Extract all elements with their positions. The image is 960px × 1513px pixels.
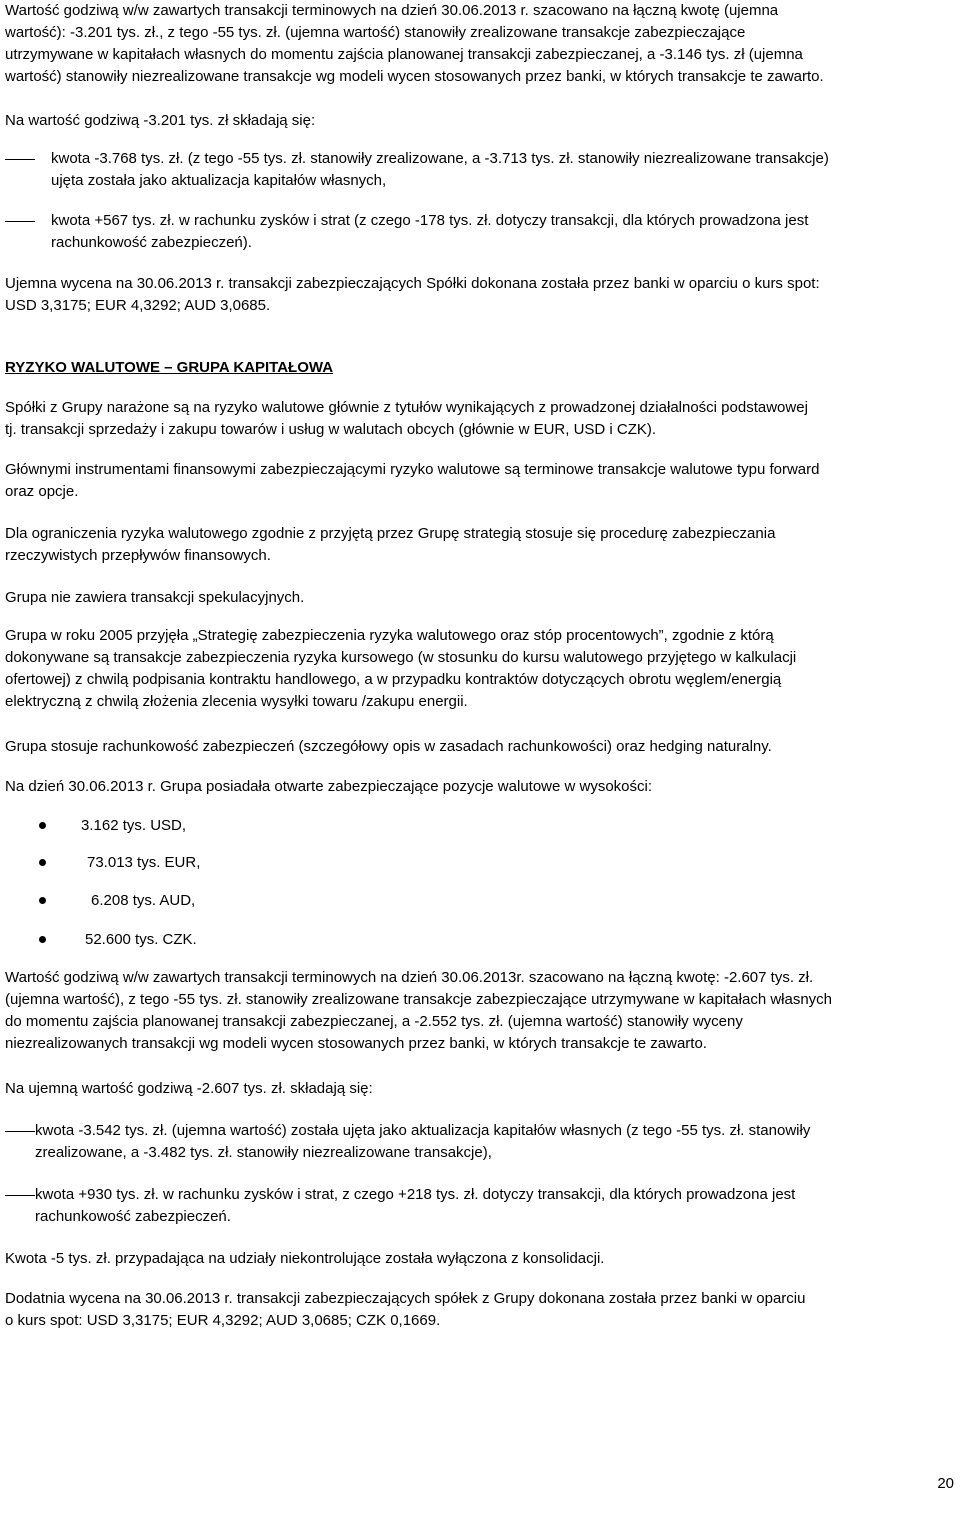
dash-marker <box>5 221 35 222</box>
dash-item-text: kwota -3.768 tys. zł. (z tego -55 tys. zł. stanowiły zrealizowane, a -3.713 tys. zł. stanowiły niezrealizowane transakcje) ujęta została jako aktualizacja kapitałów własnych, <box>51 150 829 189</box>
document-page: Wartość godziwą w/w zawartych transakcji terminowych na dzień 30.06.2013 r. szacowano na łączną kwotę (ujemna wartość): -3.201 tys. zł., z tego -55 tys. zł. (ujemna wartość) stanowiły zrealizowane transakcje zabezpieczające utrzymywane w kapitałach własnych do momentu zajścia planowanej transakcji zabezpieczanej, a -3.146 tys. zł (ujemna wartość) stanowiły niezrealizowane transakcje wg modeli wycen stosowanych przez banki, w których transakcje te zawarto. Na wartość godziwą -3.201 tys. zł składają się: kwota -3.768 tys. zł. (z tego -55 tys. zł. stanowiły zrealizowane, a -3.713 tys. zł. stanowiły niezrealizowane transakcje) ujęta została jako aktualizacja kapitałów własnych, kwota +567 tys. zł. w rachunku zysków i strat (z czego -178 tys. zł. dotyczy transakcji, dla których prowadzona jest rachunkowość zabezpieczeń). Ujemna wycena na 30.06.2013 r. transakcji zabezpieczających Spółki dokonana została przez banki w oparciu o kurs spot: USD 3,3175; EUR 4,3292; AUD 3,0685. RYZYKO WALUTOWE – GRUPA KAPITAŁOWA Spółki z Grupy narażone są na ryzyko walutowe głównie z tytułów wynikających z prowadzonej działalności podstawowej tj. transakcji sprzedaży i zakupu towarów i usług w walutach obcych (głównie w EUR, USD i CZK). Głównymi instrumentami finansowymi zabezpieczającymi ryzyko walutowe są terminowe transakcje walutowe typu forward oraz opcje. Dla ograniczenia ryzyka walutowego zgodnie z przyjętą przez Grupę strategią stosuje się procedurę zabezpieczania rzeczywistych przepływów finansowych. Grupa nie zawiera transakcji spekulacyjnych. Grupa w roku 2005 przyjęła „Strategię zabezpieczenia ryzyka walutowego oraz stóp procentowych”, zgodnie z którą dokonywane są transakcje zabezpieczenia ryzyka kursowego (w stosunku do kursu walutowego przyjętego w kalkulacji ofertowej) z chwilą podpisania kontraktu handlowego, a w przypadku kontraktów dotyczących obrotu węglem/energią elektryczną z chwilą złożenia zlecenia wysyłki towaru /zakupu energii. Grupa stosuje rachunkowość zabezpieczeń (szczegółowy opis w zasadach rachunkowości) oraz hedging naturalny. Na dzień 30.06.2013 r. Grupa posiadała otwarte zabezpieczające pozycje walutowe w wysokości: 3.162 tys. USD, 73.013 tys. EUR, 6.208 tys. AUD, 52.600 tys. CZK. Wartość godziwą w/w zawartych transakcji terminowych na dzień 30.06.2013r. szacowano na łączną kwotę: -2.607 tys. zł. (ujemna wartość), z tego -55 tys. zł. stanowiły zrealizowane transakcje zabezpieczające utrzymywane w kapitałach własnych do momentu zajścia planowanej transakcji zabezpieczanej, a -2.552 tys. zł. (ujemna wartość) stanowiły wyceny niezrealizowanych transakcji wg modeli wycen stosowanych przez banki, w których transakcje te zawarto. Na ujemną wartość godziwą -2.607 tys. zł. składają się: kwota -3.542 tys. zł. (ujemna wartość) została ujęta jako aktualizacja kapitałów własnych (z tego -55 tys. zł. stanowiły zrealizowane, a -3.482 tys. zł. stanowiły niezrealizowane transakcje), kwota +930 tys. zł. w rachunku zysków i strat, z czego +218 tys. zł. dotyczy transakcji, dla których prowadzona jest rachunkowość zabezpieczeń. Kwota -5 tys. zł. przypadająca na udziały niekontrolujące została wyłączona z konsolidacji. Dodatnia wycena na 30.06.2013 r. transakcji zabezpieczających spółek z Grupy dokonana została przez banki w oparciu o kurs spot: USD 3,3175; EUR 4,3292; AUD 3,0685; CZK 0,1669. <box>5 0 955 1513</box>
composition-label: Na wartość godziwą -3.201 tys. zł składają się: <box>5 112 316 129</box>
paragraph: Głównymi instrumentami finansowymi zabezpieczającymi ryzyko walutowe są terminowe transakcje walutowe typu forward oraz opcje. <box>5 461 820 500</box>
paragraph: Grupa w roku 2005 przyjęła „Strategię zabezpieczenia ryzyka walutowego oraz stóp procentowych”, zgodnie z którą dokonywane są transakcje zabezpieczenia ryzyka kursowego (w stosunku do kursu walutowego przyjętego w kalkulacji ofertowej) z chwilą podpisania kontraktu handlowego, a w przypadku kontraktów dotyczących obrotu węglem/energią elektryczną z chwilą złożenia zlecenia wysyłki towaru /zakupu energii. <box>5 627 797 710</box>
paragraph: Spółki z Grupy narażone są na ryzyko walutowe głównie z tytułów wynikających z prowadzonej działalności podstawowej tj. transakcji sprzedaży i zakupu towarów i usług w walutach obcych (głównie w EUR, USD i CZK). <box>5 399 808 438</box>
paragraph: Dla ograniczenia ryzyka walutowego zgodnie z przyjętą przez Grupę strategią stosuje się procedurę zabezpieczania rzeczywistych przepływów finansowych. <box>5 525 776 564</box>
paragraph: Grupa stosuje rachunkowość zabezpieczeń (szczegółowy opis w zasadach rachunkowości) oraz hedging naturalny. <box>5 738 772 755</box>
paragraph: Na dzień 30.06.2013 r. Grupa posiadała otwarte zabezpieczające pozycje walutowe w wysokości: <box>5 778 653 795</box>
bullet-icon <box>39 936 46 943</box>
dash-marker <box>5 159 35 160</box>
bullet-icon <box>39 897 46 904</box>
composition-label: Na ujemną wartość godziwą -2.607 tys. zł. składają się: <box>5 1080 373 1097</box>
paragraph: Kwota -5 tys. zł. przypadająca na udziały niekontrolujące została wyłączona z konsolidacji. <box>5 1250 605 1267</box>
dash-marker <box>5 1195 35 1196</box>
page-number: 20 <box>937 1475 954 1492</box>
dash-item-text: kwota +930 tys. zł. w rachunku zysków i strat, z czego +218 tys. zł. dotyczy transakcji, dla których prowadzona jest rachunkowość zabezpieczeń. <box>35 1186 796 1225</box>
intro-paragraph: Wartość godziwą w/w zawartych transakcji terminowych na dzień 30.06.2013 r. szacowano na łączną kwotę (ujemna wartość): -3.201 tys. zł., z tego -55 tys. zł. (ujemna wartość) stanowiły zrealizowane transakcje zabezpieczające utrzymywane w kapitałach własnych do momentu zajścia planowanej transakcji zabezpieczanej, a -3.146 tys. zł (ujemna wartość) stanowiły niezrealizowane transakcje wg modeli wycen stosowanych przez banki, w których transakcje te zawarto. <box>5 2 824 85</box>
dash-item <box>5 210 955 254</box>
dash-item <box>5 148 955 192</box>
valuation-paragraph: Ujemna wycena na 30.06.2013 r. transakcji zabezpieczających Spółki dokonana została przez banki w oparciu o kurs spot: USD 3,3175; EUR 4,3292; AUD 3,0685. <box>5 275 820 314</box>
bullet-icon <box>39 822 46 829</box>
bullet-icon <box>39 859 46 866</box>
dash-item-text: kwota -3.542 tys. zł. (ujemna wartość) została ujęta jako aktualizacja kapitałów własnych (z tego -55 tys. zł. stanowiły zrealizowane, a -3.482 tys. zł. stanowiły niezrealizowane transakcje), <box>35 1122 811 1161</box>
dash-marker <box>5 1131 35 1132</box>
paragraph: Dodatnia wycena na 30.06.2013 r. transakcji zabezpieczających spółek z Grupy dokonana została przez banki w oparciu o kurs spot: USD 3,3175; EUR 4,3292; AUD 3,0685; CZK 0,1669. <box>5 1290 806 1329</box>
paragraph: Wartość godziwą w/w zawartych transakcji terminowych na dzień 30.06.2013r. szacowano na łączną kwotę: -2.607 tys. zł. (ujemna wartość), z tego -55 tys. zł. stanowiły zrealizowane transakcje zabezpieczające utrzymywane w kapitałach własnych do momentu zajścia planowanej transakcji zabezpieczanej, a -2.552 tys. zł. (ujemna wartość) stanowiły wyceny niezrealizowanych transakcji wg modeli wycen stosowanych przez banki, w których transakcje te zawarto. <box>5 969 833 1052</box>
paragraph: Grupa nie zawiera transakcji spekulacyjnych. <box>5 589 305 606</box>
dash-item <box>5 1120 955 1164</box>
dash-item <box>5 1184 955 1228</box>
section-heading: RYZYKO WALUTOWE – GRUPA KAPITAŁOWA <box>5 359 334 376</box>
dash-item-text: kwota +567 tys. zł. w rachunku zysków i strat (z czego -178 tys. zł. dotyczy transakcji, dla których prowadzona jest rachunkowość zabezpieczeń). <box>51 212 809 251</box>
